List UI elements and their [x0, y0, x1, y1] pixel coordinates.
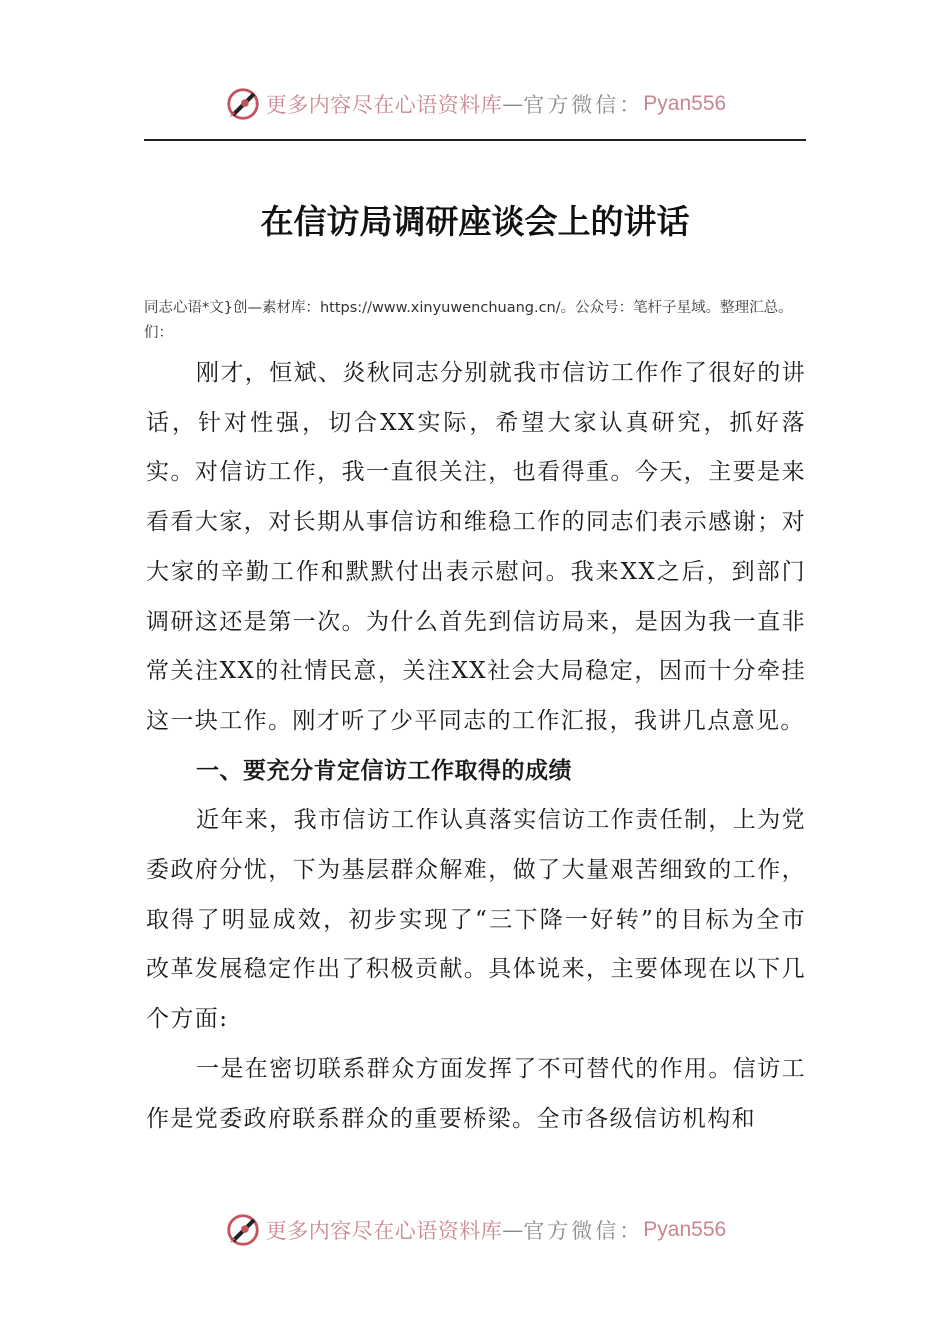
body-paragraph: 刚才，恒斌、炎秋同志分别就我市信访工作作了很好的讲话，针对性强，切合XX实际，希望大家认真研究，抓好落实。对信访工作，我一直很关注，也看得重。今天，主要是来看看大家，对长期从事信访和维稳工作的同志们表示感谢；对大家的辛勤工作和默默付出表示慰问。我来XX之后，到部门调研这还是第一次。为什么首先到信访局来，是因为我一直非常关注XX的社情民意，关注XX社会大局稳定，因而十分牵挂这一块工作。刚才听了少平同志的工作汇报，我讲几点意见。 — [146, 360, 806, 734]
banner-text: 更多内容尽在心语资料库 — [265, 1219, 503, 1243]
banner-wechat-label: 官方微信： — [523, 1219, 644, 1243]
banner-wechat-label: 官方微信： — [523, 93, 644, 117]
document-title: 在信访局调研座谈会上的讲话 — [260, 202, 690, 241]
banner-separator: — — [502, 1218, 524, 1242]
footer-banner — [0, 1208, 950, 1252]
banner-wechat-id: Pyan556 — [643, 1218, 727, 1241]
banner-text: 更多内容尽在心语资料库 — [265, 93, 503, 117]
banner-separator: — — [502, 92, 524, 116]
header-rule — [144, 139, 806, 141]
banner-wechat-id: Pyan556 — [643, 92, 727, 115]
header-banner — [0, 82, 950, 126]
body-paragraph: 一是在密切联系群众方面发挥了不可替代的作用。信访工作是党委政府联系群众的重要桥梁。全市各级信访机构和 — [146, 1055, 806, 1132]
body-paragraph: 近年来，我市信访工作认真落实信访工作责任制，上为党委政府分忧，下为基层群众解难，做了大量艰苦细致的工作，取得了明显成效，初步实现了“三下降一好转”的目标为全市改革发展稳定作出了积极贡献。具体说来，主要体现在以下几个方面: — [146, 807, 806, 1033]
source-note: 同志心语*文}创—素材库：https://www.xinyuwenchuang.cn/。公众号：笔杆子星域。整理汇总。们： — [144, 300, 793, 341]
pen-seal-logo-icon — [224, 85, 262, 123]
section-heading: 一、要充分肯定信访工作取得的成绩 — [196, 757, 572, 784]
document-body — [146, 349, 806, 1144]
pen-seal-logo-icon — [224, 1211, 262, 1249]
